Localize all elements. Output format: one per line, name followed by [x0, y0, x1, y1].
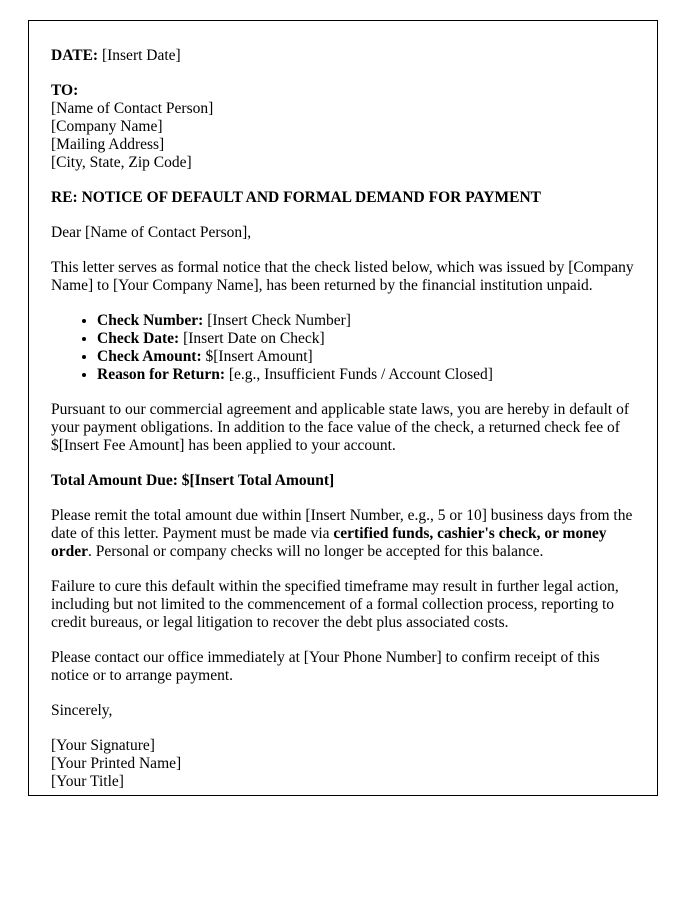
- bullet-value: [e.g., Insufficient Funds / Account Closed]: [225, 366, 493, 383]
- recipient-line: [Name of Contact Person]: [51, 100, 214, 117]
- bullet-value: [Insert Date on Check]: [179, 330, 325, 347]
- bullet-value: [Insert Check Number]: [203, 312, 351, 329]
- total-due-line: Total Amount Due: $[Insert Total Amount]: [51, 472, 335, 489]
- paragraph-remit: [51, 507, 635, 561]
- list-item: [97, 330, 635, 348]
- salutation: Dear [Name of Contact Person],: [51, 224, 252, 241]
- recipient-block: [51, 82, 635, 172]
- paragraph-contact: Please contact our office immediately at [Your Phone Number] to confirm receipt of this notice or to arrange payment.: [51, 649, 600, 684]
- closing: Sincerely,: [51, 702, 113, 719]
- list-item: [97, 312, 635, 330]
- recipient-line: [Company Name]: [51, 118, 163, 135]
- subject-line: RE: NOTICE OF DEFAULT AND FORMAL DEMAND FOR PAYMENT: [51, 189, 541, 206]
- recipient-line: [City, State, Zip Code]: [51, 154, 192, 171]
- signature-block: [51, 737, 635, 791]
- list-item: [97, 366, 635, 384]
- paragraph-failure: Failure to cure this default within the specified timeframe may result in further legal action, including but not limited to the commencement of a formal collection process, reporting to credit bureaus, or legal litigation to recover the debt plus associated costs.: [51, 578, 619, 631]
- bullet-label: Check Number:: [97, 312, 204, 329]
- remit-text-bold: certified funds, cashier's check, or money order: [51, 525, 607, 560]
- date-value: [Insert Date]: [98, 47, 181, 64]
- bullet-value: $[Insert Amount]: [201, 348, 313, 365]
- bullet-label: Check Date:: [97, 330, 180, 347]
- bullet-label: Reason for Return:: [97, 366, 226, 383]
- letter-page: [28, 20, 658, 796]
- recipient-line: [Mailing Address]: [51, 136, 165, 153]
- paragraph-default: Pursuant to our commercial agreement and applicable state laws, you are hereby in default of your payment obligations. In addition to the face value of the check, a returned check fee of $[Insert Fee Amount] has been applied to your account.: [51, 401, 630, 454]
- paragraph-intro: This letter serves as formal notice that the check listed below, which was issued by [Company Name] to [Your Company Name], has been returned by the financial institution unpaid.: [51, 259, 634, 294]
- bullet-label: Check Amount:: [97, 348, 202, 365]
- remit-text-start: Please remit the total amount due within [Insert Number, e.g., 5 or 10] business days from the date of this letter. Payment must be made via: [51, 507, 633, 542]
- to-label: TO:: [51, 82, 79, 99]
- remit-text-end: . Personal or company checks will no longer be accepted for this balance.: [88, 543, 544, 560]
- signature-line: [Your Title]: [51, 773, 124, 790]
- signature-line: [Your Printed Name]: [51, 755, 182, 772]
- date-label: DATE:: [51, 47, 99, 64]
- date-line: [51, 47, 635, 65]
- list-item: [97, 348, 635, 366]
- check-details-list: [51, 312, 635, 384]
- signature-line: [Your Signature]: [51, 737, 155, 754]
